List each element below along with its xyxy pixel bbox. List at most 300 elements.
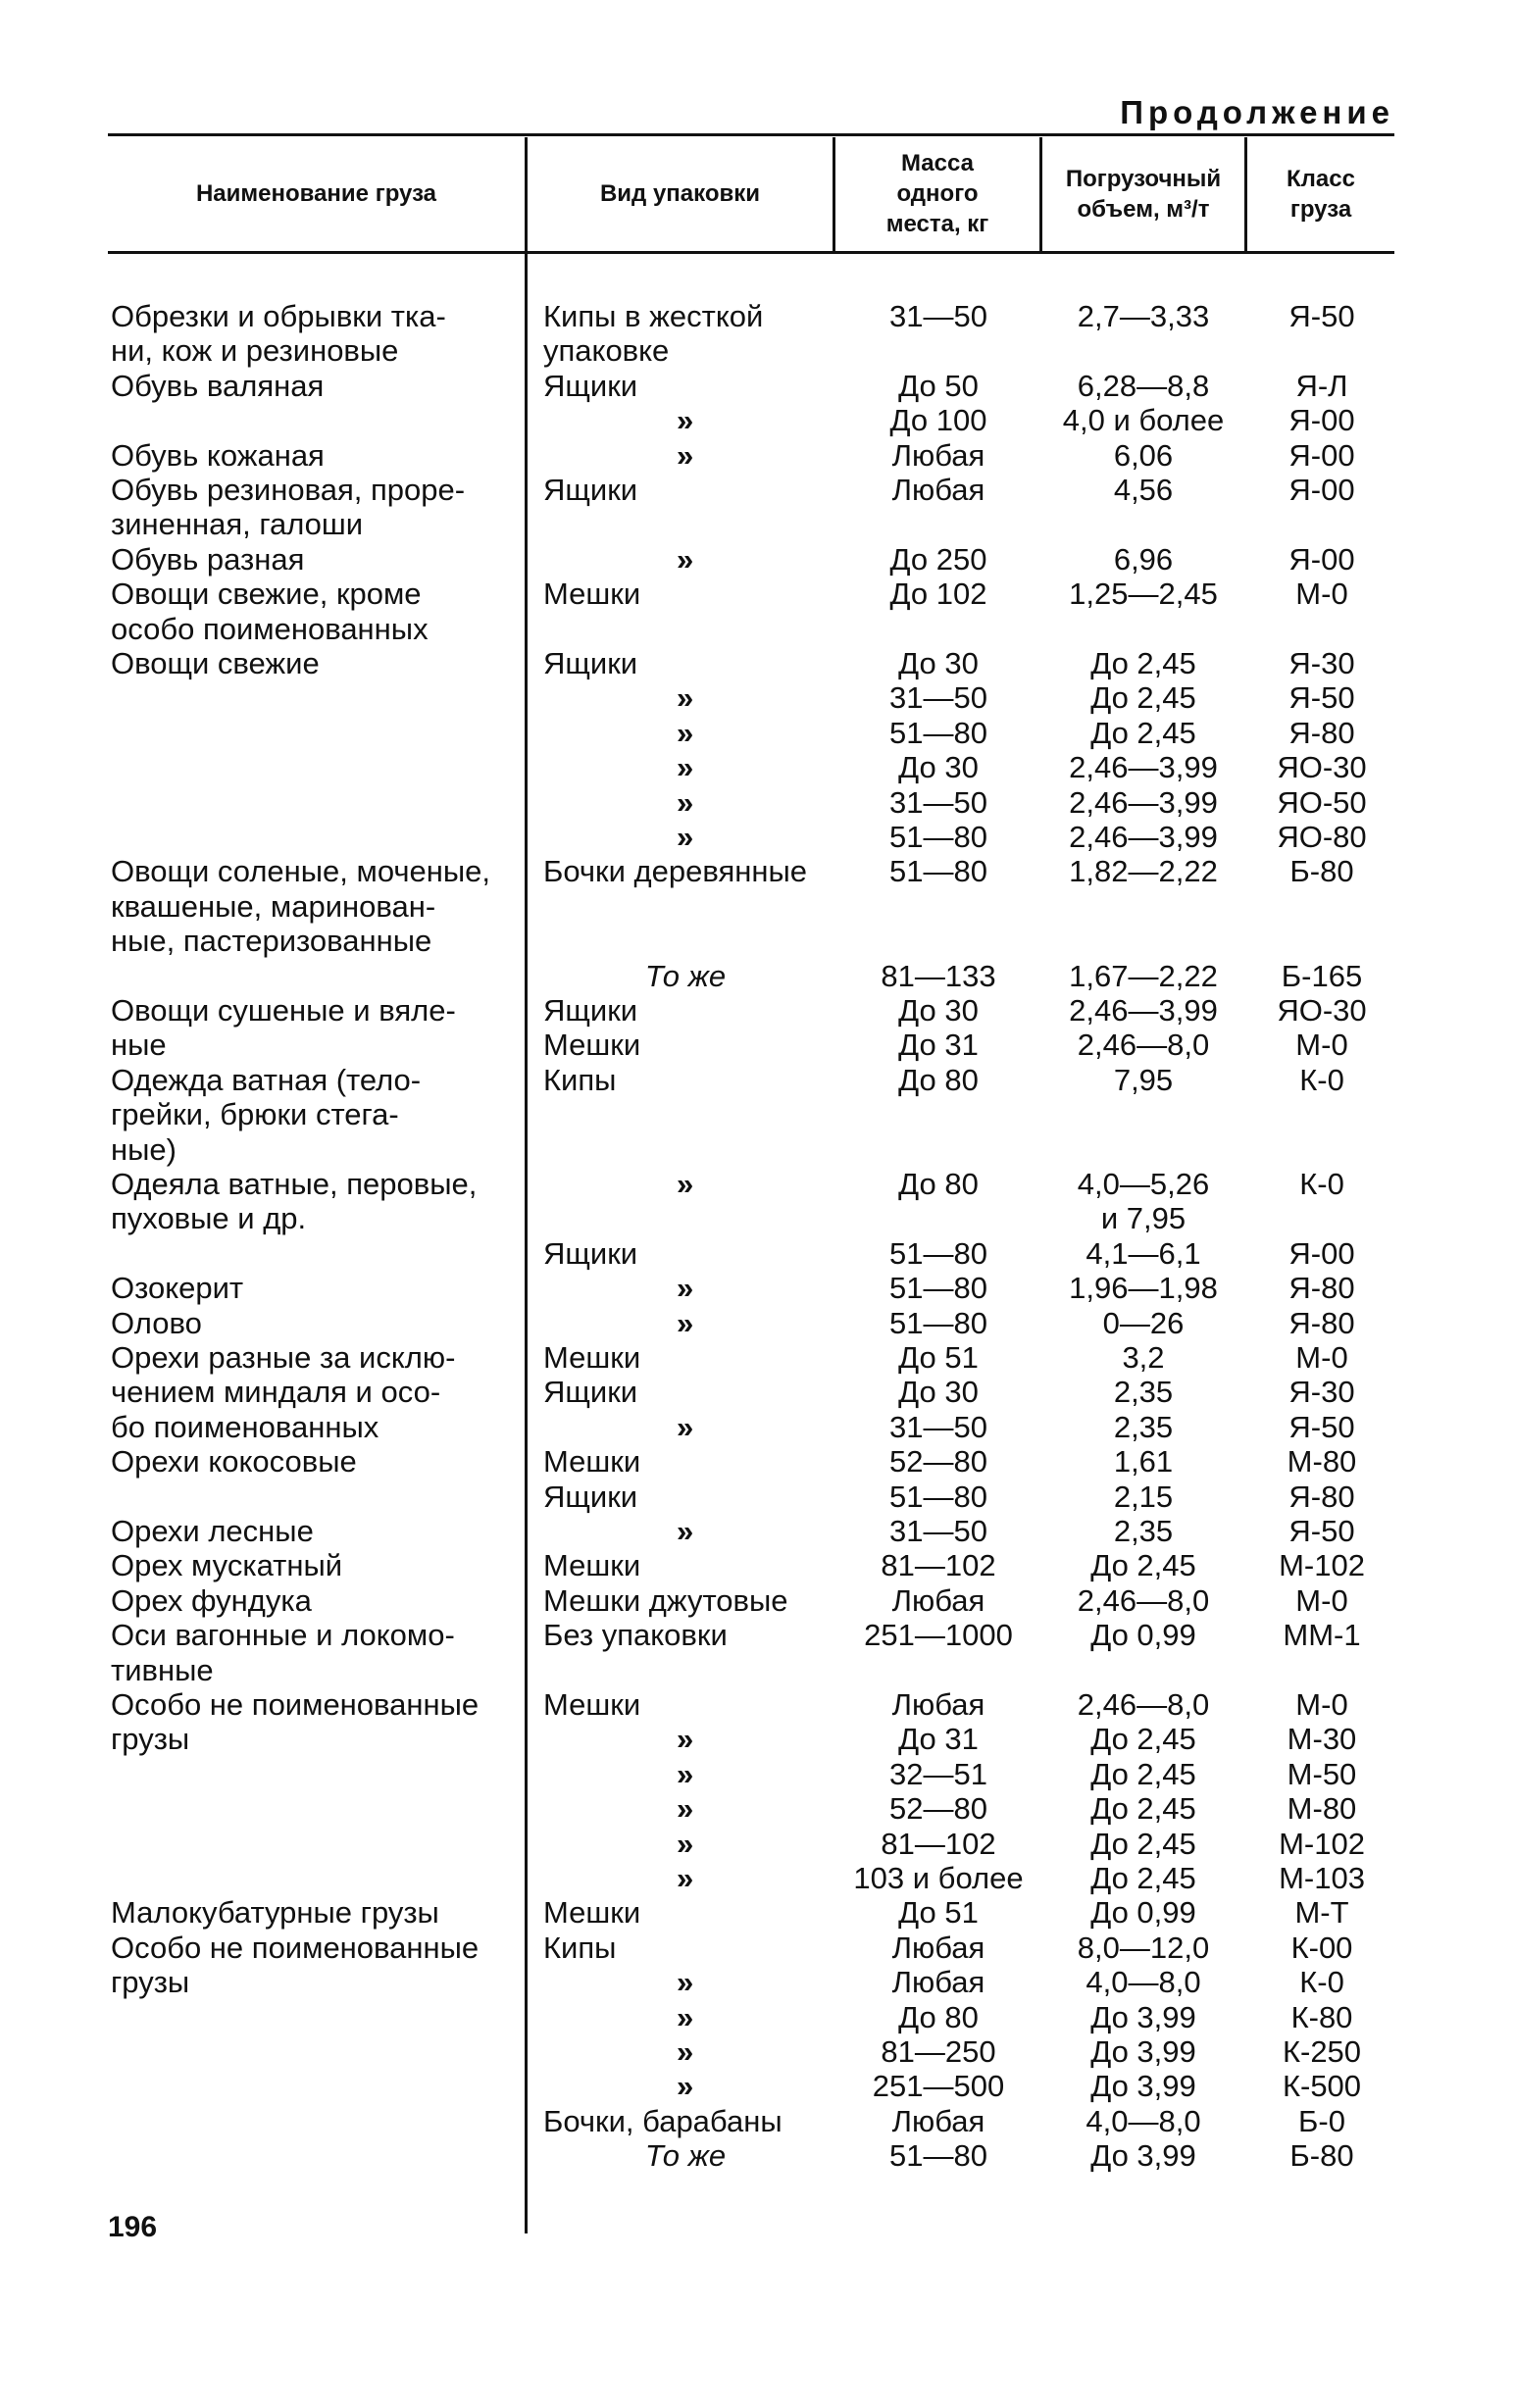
cargo-name-cell: Обрезки и обрывки тка- xyxy=(111,299,446,333)
cargo-class-cell: К-250 xyxy=(1282,2034,1362,2069)
cargo-name-cell: ные, пастеризованные xyxy=(111,924,432,959)
cargo-name-cell: Овощи сушеные и вяле- xyxy=(111,993,456,1028)
cargo-name-cell: пуховые и др. xyxy=(111,1201,307,1236)
loading-volume-cell: 2,46—8,0 xyxy=(1077,1028,1210,1063)
unit-mass-cell: 251—500 xyxy=(872,2069,1005,2104)
packaging-cell: Мешки xyxy=(543,577,641,612)
packaging-cell: Бочки деревянные xyxy=(543,854,808,889)
cargo-name-cell: Особо не поименованные xyxy=(111,1687,480,1722)
cargo-class-cell: Я-00 xyxy=(1288,1235,1355,1271)
packaging-cell: Без упаковки xyxy=(543,1618,728,1653)
cargo-class-cell: М-0 xyxy=(1295,1687,1348,1722)
unit-mass-cell: До 31 xyxy=(898,1028,979,1063)
cargo-name-cell xyxy=(111,1757,517,1792)
cargo-class-cell: М-50 xyxy=(1287,1756,1357,1791)
cargo-class-cell: М-0 xyxy=(1295,1582,1348,1618)
page-number: 196 xyxy=(108,2211,158,2243)
unit-mass-cell: Любая xyxy=(891,1965,985,2000)
table-row xyxy=(0,1132,1515,1168)
loading-volume-cell: 2,35 xyxy=(1113,1375,1174,1410)
cargo-name-cell: Обувь резиновая, прорe- xyxy=(111,473,466,507)
table-row xyxy=(0,438,1515,474)
cargo-name-cell: Одеяла ватные, перовые, xyxy=(111,1167,478,1201)
table-row xyxy=(0,750,1515,785)
packaging-cell: » xyxy=(677,1514,694,1548)
packaging-cell: » xyxy=(677,541,694,577)
table-row xyxy=(0,680,1515,716)
packaging-cell: » xyxy=(677,820,694,854)
loading-volume-cell: и 7,95 xyxy=(1100,1201,1187,1236)
cargo-name-cell xyxy=(111,785,517,821)
header-cargo-name: Наименование груза xyxy=(195,180,437,207)
table-row xyxy=(0,1375,1515,1410)
packaging-cell: Ящики xyxy=(543,368,638,403)
table-row xyxy=(0,1444,1515,1480)
loading-volume-cell: 1,61 xyxy=(1113,1444,1174,1480)
packaging-cell: Ящики xyxy=(543,1375,638,1410)
cargo-class-cell: Я-50 xyxy=(1288,680,1355,716)
packaging-cell: » xyxy=(677,750,694,785)
cargo-class-cell: Б-80 xyxy=(1289,2138,1354,2174)
cargo-name-cell xyxy=(111,2138,517,2174)
unit-mass-cell: До 102 xyxy=(889,577,987,612)
unit-mass-cell: 51—80 xyxy=(889,820,987,854)
cargo-name-cell xyxy=(111,716,517,751)
unit-mass-cell: 52—80 xyxy=(889,1444,987,1480)
unit-mass-cell: До 50 xyxy=(898,368,979,403)
loading-volume-cell: 2,35 xyxy=(1113,1409,1174,1444)
unit-mass-cell: 31—50 xyxy=(889,1409,987,1444)
packaging-cell: » xyxy=(677,1791,694,1827)
table-row xyxy=(0,1514,1515,1549)
packaging-cell: » xyxy=(677,1999,694,2034)
loading-volume-cell: До 2,45 xyxy=(1090,1548,1196,1583)
cargo-name-cell: бо поименованных xyxy=(111,1409,379,1444)
loading-volume-cell: 1,67—2,22 xyxy=(1069,958,1218,993)
cargo-name-cell: грузы xyxy=(111,1722,190,1757)
loading-volume-cell: До 2,45 xyxy=(1090,1826,1196,1861)
table-row xyxy=(0,924,1515,959)
loading-volume-cell: До 2,45 xyxy=(1090,1791,1196,1827)
unit-mass-cell: 52—80 xyxy=(889,1791,987,1827)
header-loading-volume: Погрузочный объем, м³/т xyxy=(1065,165,1222,223)
cargo-name-cell xyxy=(111,820,517,855)
table-row xyxy=(0,1618,1515,1653)
cargo-class-cell: М-103 xyxy=(1279,1861,1365,1895)
cargo-class-cell: ЯО-30 xyxy=(1277,750,1367,785)
table-row xyxy=(0,785,1515,821)
cargo-name-cell: Олово xyxy=(111,1305,202,1340)
table-row xyxy=(0,1653,1515,1688)
packaging-cell: Кипы xyxy=(543,1930,617,1965)
cargo-class-cell: М-80 xyxy=(1287,1444,1357,1480)
loading-volume-cell: 2,46—8,0 xyxy=(1077,1582,1210,1618)
cargo-class-cell: М-30 xyxy=(1287,1722,1357,1757)
unit-mass-cell: 31—50 xyxy=(889,299,987,333)
loading-volume-cell: До 2,45 xyxy=(1090,646,1196,680)
unit-mass-cell: Любая xyxy=(891,1930,985,1965)
packaging-cell: То же xyxy=(644,958,727,993)
packaging-cell: Мешки xyxy=(543,1548,641,1583)
cargo-name-cell: Овощи свежие, кроме xyxy=(111,577,422,612)
loading-volume-cell: 4,0 и более xyxy=(1062,403,1225,438)
loading-volume-cell: 4,1—6,1 xyxy=(1086,1235,1201,1271)
packaging-cell: » xyxy=(677,1305,694,1340)
table-row xyxy=(0,1271,1515,1306)
table-row xyxy=(0,299,1515,334)
table-row xyxy=(0,369,1515,404)
cargo-name-cell: Орехи лесные xyxy=(111,1514,314,1548)
unit-mass-cell: 31—50 xyxy=(889,1514,987,1548)
table-row xyxy=(0,1340,1515,1376)
loading-volume-cell: 4,0—5,26 xyxy=(1077,1167,1210,1201)
unit-mass-cell: До 80 xyxy=(898,1062,979,1097)
packaging-cell: » xyxy=(677,1722,694,1757)
cargo-class-cell: М-0 xyxy=(1295,1028,1348,1063)
cargo-class-cell xyxy=(1247,924,1396,959)
cargo-class-cell: К-0 xyxy=(1299,1965,1344,2000)
cargo-class-cell: К-00 xyxy=(1290,1930,1353,1965)
loading-volume-cell: 3,2 xyxy=(1122,1340,1165,1375)
packaging-cell: Мешки джутовые xyxy=(543,1582,788,1618)
unit-mass-cell: До 100 xyxy=(889,403,987,438)
table-row xyxy=(0,2104,1515,2139)
packaging-cell: Ящики xyxy=(543,646,638,680)
unit-mass-cell: 51—80 xyxy=(889,1271,987,1306)
cargo-class-cell: М-102 xyxy=(1279,1548,1365,1583)
table-row xyxy=(0,542,1515,577)
cargo-name-cell: грузы xyxy=(111,1965,190,2000)
packaging-cell: Ящики xyxy=(543,1235,638,1271)
cargo-name-cell xyxy=(111,2104,517,2139)
loading-volume-cell: 0—26 xyxy=(1102,1305,1185,1340)
table-row xyxy=(0,2000,1515,2035)
packaging-cell: » xyxy=(677,784,694,820)
table-row xyxy=(0,820,1515,855)
unit-mass-cell: 81—102 xyxy=(881,1548,996,1583)
packaging-cell xyxy=(543,1201,828,1236)
cargo-class-cell: ЯО-30 xyxy=(1277,993,1367,1028)
loading-volume-cell: 2,7—3,33 xyxy=(1077,299,1210,333)
loading-volume-cell: 1,96—1,98 xyxy=(1069,1271,1218,1306)
loading-volume-cell: 1,25—2,45 xyxy=(1069,577,1218,612)
loading-volume-cell xyxy=(1042,612,1244,647)
unit-mass-cell: 51—80 xyxy=(889,2138,987,2174)
table-row xyxy=(0,1236,1515,1272)
packaging-cell xyxy=(543,1132,828,1168)
loading-volume-cell xyxy=(1042,1132,1244,1168)
loading-volume-cell xyxy=(1042,507,1244,542)
cargo-class-cell: Я-Л xyxy=(1295,368,1348,403)
cargo-name-cell xyxy=(111,680,517,716)
packaging-cell: » xyxy=(677,1965,694,2000)
packaging-cell: » xyxy=(677,1861,694,1895)
loading-volume-cell: 6,06 xyxy=(1113,437,1174,473)
packaging-cell: » xyxy=(677,403,694,438)
unit-mass-cell: 51—80 xyxy=(889,1305,987,1340)
cargo-class-cell: К-0 xyxy=(1299,1167,1344,1201)
table-top-rule xyxy=(108,133,1394,136)
table-row xyxy=(0,1201,1515,1236)
cargo-class-cell: ММ-1 xyxy=(1283,1618,1361,1653)
cargo-name-cell: Орех фундука xyxy=(111,1582,312,1618)
table-row xyxy=(0,646,1515,681)
packaging-cell: » xyxy=(677,2034,694,2069)
loading-volume-cell: До 0,99 xyxy=(1090,1618,1196,1653)
cargo-name-cell xyxy=(111,2000,517,2035)
unit-mass-cell: 31—50 xyxy=(889,680,987,716)
loading-volume-cell: 7,95 xyxy=(1113,1062,1174,1097)
cargo-class-cell xyxy=(1247,1201,1396,1236)
loading-volume-cell: 8,0—12,0 xyxy=(1077,1930,1210,1965)
table-row xyxy=(0,2069,1515,2104)
cargo-name-cell xyxy=(111,1236,517,1272)
packaging-cell: Кипы xyxy=(543,1062,617,1097)
loading-volume-cell: 1,82—2,22 xyxy=(1069,854,1218,889)
cargo-name-cell: зиненная, галоши xyxy=(111,507,364,542)
cargo-name-cell: Орех мускатный xyxy=(111,1548,343,1583)
packaging-cell: » xyxy=(677,1167,694,1201)
loading-volume-cell: 4,0—8,0 xyxy=(1086,2103,1201,2138)
cargo-name-cell: квашеные, маринован- xyxy=(111,888,436,924)
loading-volume-cell: 4,0—8,0 xyxy=(1086,1965,1201,2000)
unit-mass-cell: 32—51 xyxy=(889,1756,987,1791)
unit-mass-cell: Любая xyxy=(891,473,985,507)
cargo-name-cell xyxy=(111,2034,517,2070)
packaging-cell xyxy=(543,889,828,925)
cargo-name-cell: Овощи соленые, моченые, xyxy=(111,854,491,889)
loading-volume-cell: 2,15 xyxy=(1113,1479,1174,1514)
table-row xyxy=(0,1965,1515,2000)
cargo-name-cell: Обувь валяная xyxy=(111,368,325,403)
loading-volume-cell: 2,46—8,0 xyxy=(1077,1687,1210,1722)
loading-volume-cell: 4,56 xyxy=(1113,473,1174,507)
loading-volume-cell: 2,46—3,99 xyxy=(1069,750,1218,785)
loading-volume-cell xyxy=(1042,924,1244,959)
table-row xyxy=(0,1548,1515,1583)
unit-mass-cell: До 30 xyxy=(898,750,979,785)
header-packaging: Вид упаковки xyxy=(599,180,761,207)
table-row xyxy=(0,1757,1515,1792)
unit-mass-cell: 51—80 xyxy=(889,854,987,889)
cargo-name-cell xyxy=(111,1827,517,1862)
table-row xyxy=(0,473,1515,508)
cargo-class-cell: М-Т xyxy=(1294,1895,1349,1931)
unit-mass-cell: До 51 xyxy=(898,1895,979,1931)
packaging-cell: » xyxy=(677,1826,694,1861)
table-row xyxy=(0,1063,1515,1098)
cargo-class-cell: Я-30 xyxy=(1288,1375,1355,1410)
table-row xyxy=(0,1687,1515,1723)
table-row xyxy=(0,612,1515,647)
table-row xyxy=(0,1306,1515,1341)
cargo-name-cell: ные) xyxy=(111,1131,177,1167)
cargo-name-cell: Обувь кожаная xyxy=(111,437,325,473)
loading-volume-cell xyxy=(1042,1653,1244,1688)
loading-volume-cell: 6,96 xyxy=(1113,541,1174,577)
loading-volume-cell xyxy=(1042,1097,1244,1132)
unit-mass-cell: 51—80 xyxy=(889,715,987,750)
loading-volume-cell: 6,28—8,8 xyxy=(1077,368,1210,403)
cargo-name-cell xyxy=(111,959,517,994)
unit-mass-cell: 103 и более xyxy=(853,1861,1024,1895)
cargo-class-cell: Я-30 xyxy=(1288,646,1355,680)
table-row xyxy=(0,716,1515,751)
cargo-class-cell xyxy=(1247,1132,1396,1168)
packaging-cell: » xyxy=(677,1271,694,1306)
cargo-class-cell xyxy=(1247,1653,1396,1688)
unit-mass-cell: Любая xyxy=(891,2103,985,2138)
unit-mass-cell xyxy=(835,1097,1041,1132)
loading-volume-cell xyxy=(1042,889,1244,925)
packaging-cell: Мешки xyxy=(543,1687,641,1722)
unit-mass-cell xyxy=(835,889,1041,925)
unit-mass-cell xyxy=(835,1201,1041,1236)
cargo-name-cell: грейки, брюки стега- xyxy=(111,1097,399,1132)
loading-volume-cell: 2,46—3,99 xyxy=(1069,993,1218,1028)
loading-volume-cell: 2,46—3,99 xyxy=(1069,784,1218,820)
continuation-label: Продолжение xyxy=(1120,94,1394,130)
cargo-class-cell: ЯО-50 xyxy=(1277,784,1367,820)
table-row xyxy=(0,333,1515,369)
loading-volume-cell: До 2,45 xyxy=(1090,715,1196,750)
cargo-name-cell xyxy=(111,2069,517,2104)
packaging-cell xyxy=(543,507,828,542)
packaging-cell xyxy=(543,1097,828,1132)
packaging-cell: Кипы в жесткой xyxy=(543,299,764,333)
table-row xyxy=(0,1480,1515,1515)
packaging-cell: Ящики xyxy=(543,993,638,1028)
cargo-class-cell: Я-00 xyxy=(1288,403,1355,438)
unit-mass-cell xyxy=(835,1653,1041,1688)
cargo-class-cell xyxy=(1247,612,1396,647)
cargo-name-cell xyxy=(111,750,517,785)
header-bottom-rule xyxy=(108,251,1394,254)
unit-mass-cell: Любая xyxy=(891,437,985,473)
loading-volume-cell: 2,46—3,99 xyxy=(1069,820,1218,854)
cargo-class-cell: М-0 xyxy=(1295,577,1348,612)
cargo-class-cell xyxy=(1247,333,1396,369)
unit-mass-cell: Любая xyxy=(891,1582,985,1618)
unit-mass-cell: До 30 xyxy=(898,993,979,1028)
packaging-cell xyxy=(543,612,828,647)
table-row xyxy=(0,854,1515,889)
cargo-name-cell: Орехи разные за исклю- xyxy=(111,1340,456,1375)
cargo-class-cell: М-0 xyxy=(1295,1340,1348,1375)
loading-volume-cell: До 3,99 xyxy=(1090,2034,1196,2069)
cargo-name-cell xyxy=(111,1791,517,1827)
cargo-name-cell: Обувь разная xyxy=(111,541,305,577)
cargo-class-cell: Я-50 xyxy=(1288,299,1355,333)
table-row xyxy=(0,1861,1515,1896)
loading-volume-cell: До 3,99 xyxy=(1090,1999,1196,2034)
unit-mass-cell: До 30 xyxy=(898,646,979,680)
table-row xyxy=(0,403,1515,438)
packaging-cell: » xyxy=(677,1756,694,1791)
packaging-cell xyxy=(543,924,828,959)
loading-volume-cell: До 2,45 xyxy=(1090,1756,1196,1791)
table-row xyxy=(0,577,1515,612)
table-row xyxy=(0,889,1515,925)
cargo-class-cell xyxy=(1247,889,1396,925)
cargo-name-cell: Озокерит xyxy=(111,1271,244,1306)
unit-mass-cell xyxy=(835,1132,1041,1168)
packaging-cell: » xyxy=(677,1409,694,1444)
cargo-name-cell: ные xyxy=(111,1028,167,1063)
loading-volume-cell: До 3,99 xyxy=(1090,2069,1196,2104)
unit-mass-cell: До 30 xyxy=(898,1375,979,1410)
table-row xyxy=(0,959,1515,994)
cargo-class-cell: Я-50 xyxy=(1288,1409,1355,1444)
cargo-name-cell: ни, кож и резиновые xyxy=(111,333,399,369)
cargo-class-cell: Я-80 xyxy=(1288,1271,1355,1306)
cargo-name-cell: особо поименованных xyxy=(111,611,429,646)
table-row xyxy=(0,1028,1515,1063)
table-row xyxy=(0,1895,1515,1931)
unit-mass-cell: 81—102 xyxy=(881,1826,996,1861)
unit-mass-cell: До 80 xyxy=(898,1167,979,1201)
cargo-class-cell: Я-50 xyxy=(1288,1514,1355,1548)
cargo-class-cell: М-80 xyxy=(1287,1791,1357,1827)
unit-mass-cell: 31—50 xyxy=(889,784,987,820)
cargo-class-cell xyxy=(1247,507,1396,542)
cargo-name-cell xyxy=(111,1861,517,1896)
cargo-name-cell: Овощи свежие xyxy=(111,646,320,680)
header-cargo-class: Класс груза xyxy=(1287,165,1355,223)
cargo-class-cell: Я-00 xyxy=(1288,473,1355,507)
loading-volume-cell: До 3,99 xyxy=(1090,2138,1196,2174)
cargo-class-cell: Б-0 xyxy=(1298,2103,1345,2138)
cargo-name-cell: Малокубатурные грузы xyxy=(111,1895,439,1931)
packaging-cell: То же xyxy=(644,2138,727,2174)
packaging-cell: Бочки, барабаны xyxy=(543,2103,783,2138)
cargo-class-cell: Я-80 xyxy=(1288,1479,1355,1514)
cargo-class-cell: Я-00 xyxy=(1288,437,1355,473)
loading-volume-cell: До 2,45 xyxy=(1090,1861,1196,1895)
packaging-cell: » xyxy=(677,2069,694,2104)
cargo-class-cell: Я-80 xyxy=(1288,1305,1355,1340)
cargo-name-cell: Особо не поименованные xyxy=(111,1930,480,1965)
table-row xyxy=(0,507,1515,542)
cargo-name-cell: Орехи кокосовые xyxy=(111,1444,357,1480)
table-row xyxy=(0,1722,1515,1757)
table-row xyxy=(0,2034,1515,2070)
unit-mass-cell: До 51 xyxy=(898,1340,979,1375)
packaging-cell: » xyxy=(677,437,694,473)
packaging-cell: Мешки xyxy=(543,1340,641,1375)
unit-mass-cell: До 80 xyxy=(898,1999,979,2034)
cargo-name-cell xyxy=(111,403,517,438)
table-row xyxy=(0,1097,1515,1132)
table-row xyxy=(0,1167,1515,1202)
packaging-cell: » xyxy=(677,680,694,716)
cargo-class-cell: К-0 xyxy=(1299,1062,1344,1097)
unit-mass-cell: 51—80 xyxy=(889,1235,987,1271)
table-row xyxy=(0,993,1515,1028)
cargo-class-cell: Б-165 xyxy=(1281,958,1363,993)
cargo-name-cell: Одежда ватная (тело- xyxy=(111,1062,422,1097)
loading-volume-cell: 2,35 xyxy=(1113,1514,1174,1548)
table-row xyxy=(0,1931,1515,1966)
unit-mass-cell: Любая xyxy=(891,1687,985,1722)
loading-volume-cell: До 2,45 xyxy=(1090,1722,1196,1757)
table-row xyxy=(0,1827,1515,1862)
unit-mass-cell xyxy=(835,612,1041,647)
packaging-cell: Мешки xyxy=(543,1444,641,1480)
table-row xyxy=(0,1583,1515,1619)
unit-mass-cell xyxy=(835,333,1041,369)
loading-volume-cell xyxy=(1042,333,1244,369)
